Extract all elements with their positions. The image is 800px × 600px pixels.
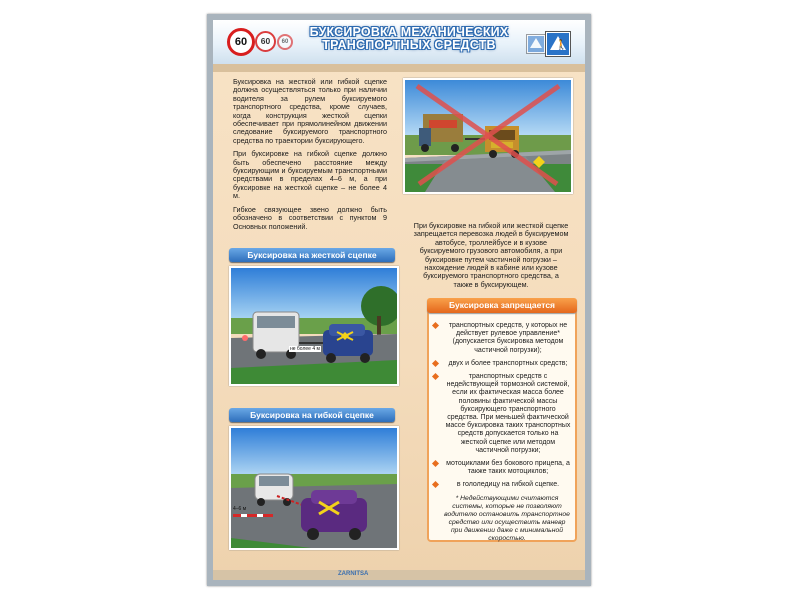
pedestrian-crossing-sign-icon (527, 35, 545, 53)
forbidden-item-text: мотоциклами без бокового прицепа, а также таких мотоциклов; (446, 460, 570, 476)
pedestrian-crossing-sign-icon: 🚶 (546, 32, 570, 56)
poster-title (299, 26, 519, 52)
flexible-towing-title: Буксировка на гибкой сцепке (250, 410, 374, 420)
passenger-rule-text (413, 222, 569, 289)
diamond-bullet-icon (432, 481, 439, 488)
poster-body (213, 20, 585, 580)
forbidden-item (433, 460, 571, 476)
poster-footer (213, 570, 585, 580)
forbidden-item-text: транспортных средств, у которых не действует рулевое управление* (допускается буксировка методом частичной погрузки); (448, 322, 568, 354)
speed-limit-sign-large: 60 (227, 28, 255, 56)
flexible-towing-illustration (231, 428, 397, 548)
intro-paragraph: Буксировка на жесткой или гибкой сцепке должна осуществляться только при наличии водителя за рулем буксируемого транспортного средства, кроме случаев, когда конструкция жесткой сцепки обеспечивает при прямолинейном движении следование буксируемого транспортного средства по траектории буксирующего. (233, 77, 387, 145)
header-band (213, 64, 585, 72)
forbidden-item-text: в гололедицу на гибкой сцепке. (456, 481, 560, 489)
rigid-towing-photo (229, 266, 399, 386)
towing-forbidden-box (427, 300, 577, 542)
forbidden-list (433, 322, 571, 543)
rigid-towing-title: Буксировка на жесткой сцепке (247, 250, 377, 260)
intro-paragraph: Гибкое связующее звено должно быть обозначено в соответствии с пунктом 9 Основных положений. (233, 204, 387, 231)
flexible-distance-label: 4–6 м (233, 506, 247, 512)
forbidden-item (433, 481, 571, 489)
forbidden-item (433, 373, 571, 455)
diamond-bullet-icon (432, 373, 439, 380)
intro-paragraph: При буксировке на гибкой сцепке должно быть обеспечено расстояние между буксирующим и буксируемым транспортными средствами в пределах 4–6 м, а при буксировке на жесткой сцепке – не более 4 м. (233, 149, 387, 201)
rigid-towing-illustration (231, 268, 397, 384)
speed-limit-sign-medium: 60 (255, 31, 276, 52)
forbidden-item-text: двух и более транспортных средств; (448, 359, 568, 367)
truck-scene-illustration (405, 80, 571, 192)
forbidden-item-text: транспортных средств с недействующей тормозной системой, если их фактическая масса более половины фактической массы буксирующего транспортного средства. При меньшей фактической массе буксировка таких транспортных средств допускается только на жесткой сцепке или методом частичной погрузки; (445, 373, 571, 454)
diamond-bullet-icon (432, 322, 439, 329)
footnote-text: * Недействующими считаются системы, которые не позволяют водителю остановить транспортное средство или осуществить маневр при движении даже с минимальной скоростью. (444, 494, 570, 542)
flexible-towing-photo (229, 426, 399, 550)
title-line-2: ТРАНСПОРТНЫХ СРЕДСТВ (322, 38, 496, 52)
diamond-bullet-icon (432, 460, 439, 467)
publisher-logo: ZARNITSA (338, 571, 369, 577)
intro-text (233, 78, 387, 236)
poster (207, 14, 591, 586)
flexible-towing-banner (229, 408, 395, 422)
diamond-bullet-icon (432, 360, 439, 367)
passenger-rule-paragraph: При буксировке на гибкой или жесткой сцепке запрещается перевозка людей в буксируемом автобусе, троллейбусе и в кузове буксируемого грузового автомобиля, а при буксировке путем частичной погрузки – нахождение людей в кабине или кузове буксируемого транспортного средства, а также в буксирующем. (413, 221, 569, 289)
forbidden-item (433, 360, 571, 368)
speed-limit-sign-small: 60 (277, 34, 293, 50)
rigid-distance-label: не более 4 м (290, 346, 320, 352)
truck-towing-forbidden-photo (403, 78, 573, 194)
rigid-towing-banner (229, 248, 395, 262)
forbidden-item (433, 322, 571, 355)
title-line-1: БУКСИРОВКА МЕХАНИЧЕСКИХ (309, 25, 509, 39)
towing-forbidden-title: Буксировка запрещается (427, 298, 577, 313)
